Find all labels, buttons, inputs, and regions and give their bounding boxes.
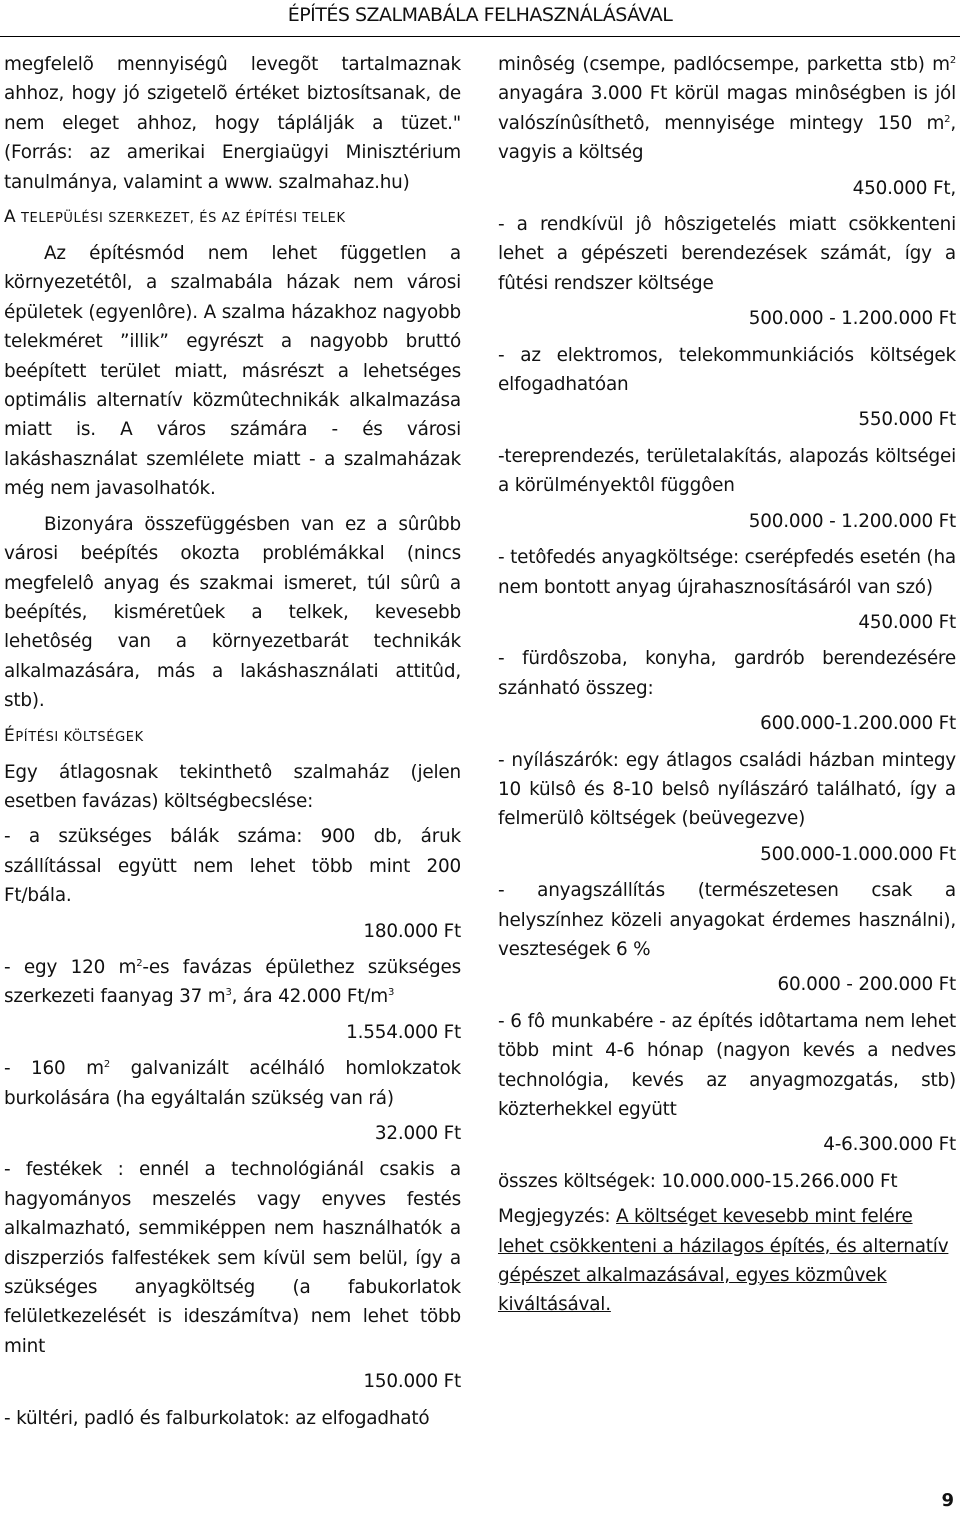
note-label: Megjegyzés: [498,1206,617,1228]
cost-amount-labour: 4-6.300.000 Ft [823,1134,956,1156]
cost-total: összes költségek: 10.000.000-15.266.000 Ft [498,1170,898,1192]
cost-amount-bathroom-kitchen: 600.000-1.200.000 Ft [760,713,956,735]
page-number: 9 [941,1490,954,1511]
cost-item-roofing: - tetôfedés anyagköltsége: cserépfedés esetén (ha nem bontott anyag újrahasznosításáról van szó) [498,547,956,598]
paragraph-intro-quote: megfelelõ mennyiségû levegõt tartalmaznak ahhoz, hogy jó szigetelõ értéket biztosítsanak, de nem eleget ahhoz, hogy táplálják a tüzet." (Forrás: az amerikai Energiaügyi Minisztérium tanulmánya, valamint a www. szalmahaz.hu) [4,54,461,193]
paragraph-settlement: Az építésmód nem lehet független a környezetétôl, a szalmabála házak nem városi épületek (egyenlôre). A szalma házakhoz nagyobb telekméret ”illik” egyrészt a nagyobb bruttó beépített terület miatt, másrészt a lehetséges optimális alternatív közmûtechnikák alkalmazása miatt is. A város számára - és városi lakáshasználat szemlélete miatt - a szalmaházak még nem javasolhatók. [4,243,461,500]
cost-amount-mesh: 32.000 Ft [374,1123,461,1144]
cost-amount-foundation: 500.000 - 1.200.000 Ft [748,510,956,532]
running-header: ÉPÍTÉS SZALMABÁLA FELHASZNÁLÁSÁVAL [287,4,673,26]
paragraph-urban: Bizonyára összefüggésben van ez a sûrûbb városi beépítés okozta problémákkal (nincs megfelelô anyag és szakmai ismeret, túl sûrû a beépítés, kisméretûek a telkek, kevesebb lehetôség van a környezetbarát technikák alkalmazására, más a lakáshasználati attitûd, stb). [4,513,461,712]
note [498,1202,956,1320]
section-heading-settlement: A TELEPÜLÉSI SZERKEZET, ÉS AZ ÉPÍTÉSI TELEK [4,207,346,228]
cost-item-windows-doors: - nyílászárók: egy átlagos családi házban mintegy 10 külsô és 8-10 belsô nyílászáró található, így a felmerülô költségek (beüvegezve) [498,749,956,830]
cost-item-bales: - a szükséges bálák száma: 900 db, áruk szállítással együtt nem lehet több mint 200 Ft/bála. [4,826,461,907]
cost-item-transport: - anyagszállítás (természetesen csak a helyszínhez közeli anyagokat érdemes használni), veszteségek 6 % [498,880,956,960]
cost-item-paint: - festékek : ennél a technológiánál csakis a hagyományos meszelés vagy enyves festés alkalmazható, semmiképpen nem használhatók a diszperziós falfestékek sem kívül sem belül, így a szükséges anyagköltség (a fabukorlatok felületkezelését is ideszámítva) nem lehet több mint [4,1159,461,1357]
cost-item-electrical: - az elektromos, telekommunkiációs költségek elfogadhatóan [498,344,956,396]
note-text: A költséget kevesebb mint felére lehet csökkenteni a házilagos építés, és alternatív gépészet alkalmazásával, egyes közmûvek kiváltásával. [498,1206,949,1316]
cost-amount-transport: 60.000 - 200.000 Ft [777,974,956,996]
right-column [498,50,956,1326]
cost-item-bathroom-kitchen: - fürdôszoba, konyha, gardrób berendezésére szánható összeg: [498,648,956,699]
cost-item-heating: - a rendkívül jô hôszigetelés miatt csökkenteni lehet a gépészeti berendezések számát, így a fûtési rendszer költsége [498,214,956,294]
cost-amount-electrical: 550.000 Ft [858,409,956,431]
cost-amount-paint: 150.000 Ft [363,1371,461,1393]
paragraph-cost-intro: Egy átlagosnak tekinthetô szalmaház (jelen esetben favázas) költségbecslése: [4,761,461,812]
cost-item-foundation: -tereprendezés, területalakítás, alapozás költségei a körülményektôl függôen [498,445,956,497]
cost-item-floors: - kültéri, padló és falburkolatok: az elfogadható [4,1407,430,1429]
header-rule [0,36,960,37]
cost-item-labour: - 6 fô munkabére - az építés idôtartama nem lehet több mint 4-6 hónap (nagyon kevés a nedves technológia, kevés az anyagmozgatás, stb) közterhekkel együtt [498,1010,956,1120]
cost-amount-timber: 1.554.000 Ft [346,1021,461,1043]
left-column [4,50,461,1433]
section-heading-costs: ÉPÍTÉSI KÖLTSÉGEK [4,725,144,746]
cost-amount-windows-doors: 500.000-1.000.000 Ft [760,843,956,865]
cost-item-timber: - egy 120 $m^2-es$ favázas épülethez szükséges szerkezeti faanyag 37 $m^3$, ára 42.000 $Ft/m^3$ [4,956,461,1008]
cost-amount-roofing: 450.000 Ft [858,611,956,633]
cost-amount-bales: 180.000 Ft [363,920,461,942]
cost-amount-heating: 500.000 - 1.200.000 Ft [748,308,956,330]
cost-amount-floors: 450.000 Ft, [852,177,956,199]
cost-item-mesh: - 160 $m^2$ galvanizált acélháló homlokzatok burkolására (ha egyáltalán szükség van rá) [4,1058,461,1109]
cost-item-floors-continued: minôség (csempe, padlócsempe, parketta stb) $m^2$ anyagára 3.000 Ft körül magas minôségben is jól valószínûsíthetô, mennyisége mintegy 150 $m^2$, vagyis a költség [498,54,956,164]
